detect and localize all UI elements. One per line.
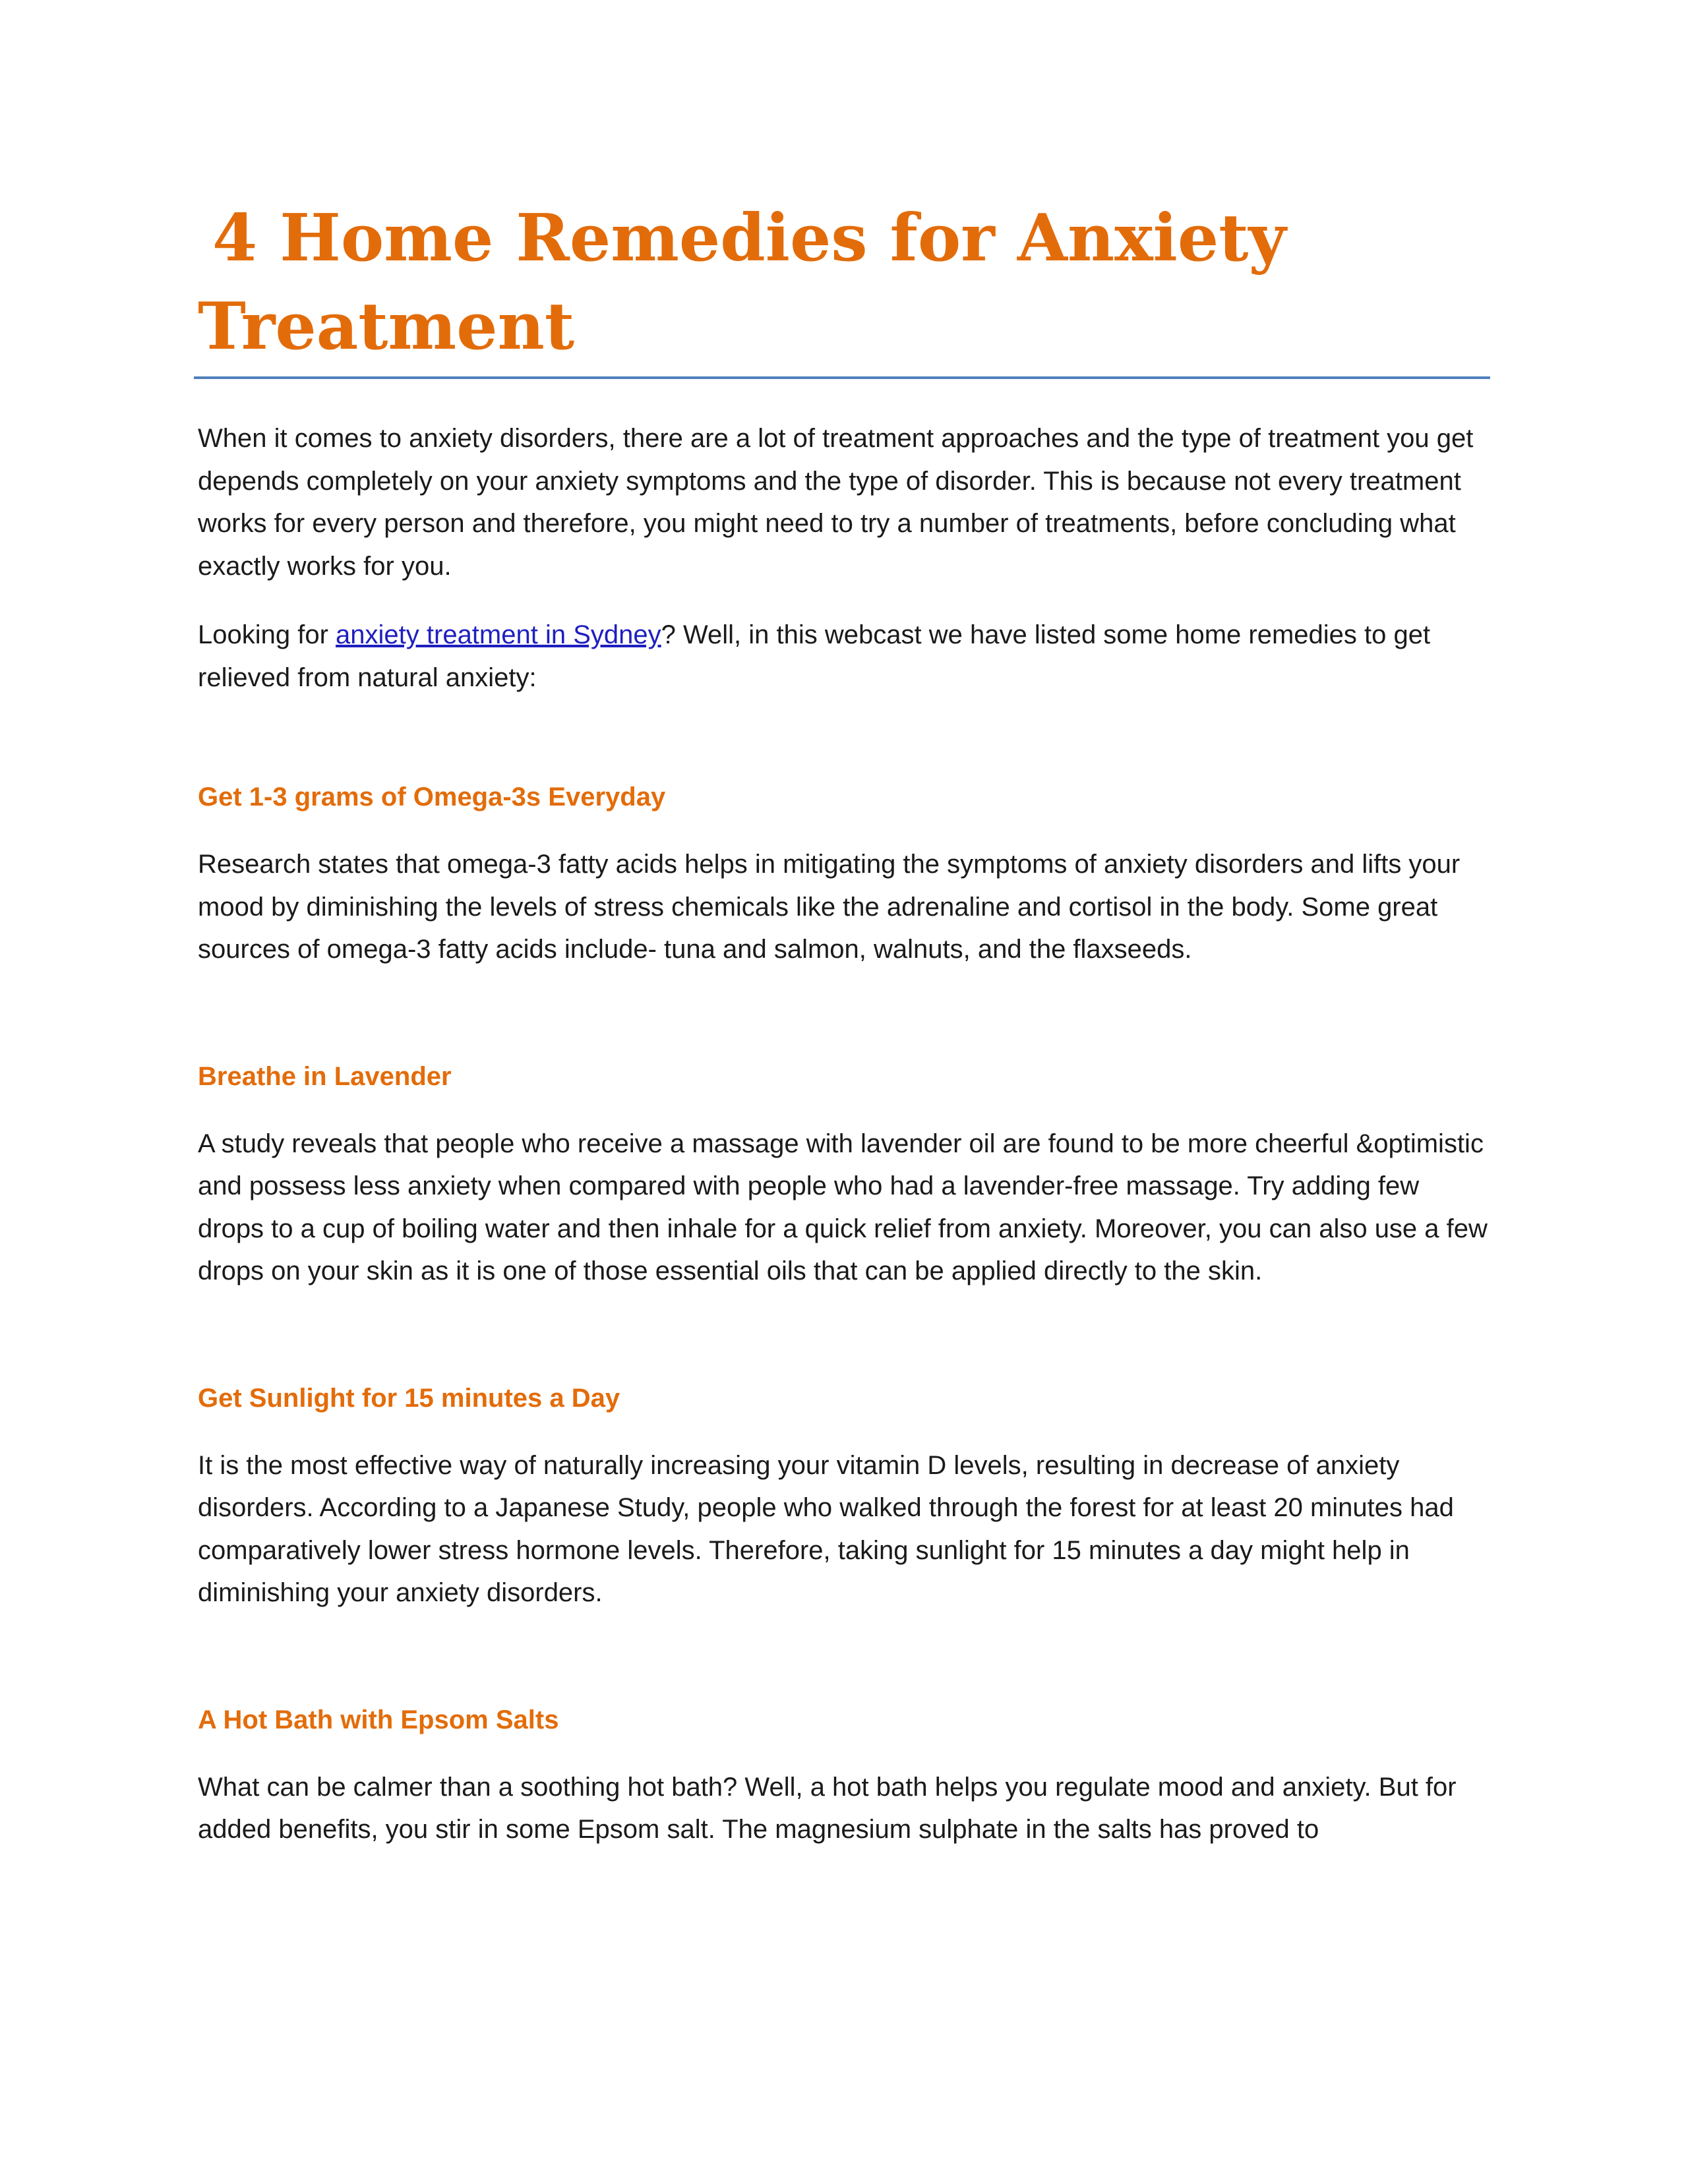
- section-heading: A Hot Bath with Epsom Salts: [198, 1705, 559, 1734]
- title-line-2: Treatment: [198, 289, 575, 365]
- section-sunlight: [198, 1377, 1490, 1614]
- anxiety-treatment-sydney-link[interactable]: anxiety treatment in Sydney: [336, 620, 661, 649]
- intro-paragraph-1: When it comes to anxiety disorders, there are a lot of treatment approaches and the type of treatment you get depends completely on your anxiety symptoms and the type of disorder. This is because not every treatment works for every person and therefore, you might need to try a number of treatments, before concluding what exactly works for you.: [198, 424, 1474, 581]
- section-heading: Breathe in Lavender: [198, 1061, 452, 1091]
- section-heading: Get Sunlight for 15 minutes a Day: [198, 1383, 620, 1413]
- title-line-1: 4 Home Remedies for Anxiety: [212, 200, 1286, 276]
- title-divider: [194, 376, 1490, 379]
- intro-paragraph-2-prefix: Looking for: [198, 620, 336, 649]
- section-hot-bath: [198, 1699, 1490, 1851]
- intro-paragraph-2: [198, 614, 1490, 699]
- section-body: What can be calmer than a soothing hot bath? Well, a hot bath helps you regulate mood and anxiety. But for added benefits, you stir in some Epsom salt. The magnesium sulphate in the salts has proved to: [198, 1772, 1457, 1844]
- section-heading: Get 1-3 grams of Omega-3s Everyday: [198, 782, 666, 812]
- section-omega-3: [198, 776, 1490, 971]
- section-body: It is the most effective way of naturally increasing your vitamin D levels, resulting in decrease of anxiety disorders. According to a Japanese Study, people who walked through the forest for at least 20 minutes had comparatively lower stress hormone levels. Therefore, taking sunlight for 15 minutes a day might help in diminishing your anxiety disorders.: [198, 1450, 1454, 1607]
- document-body: [198, 417, 1490, 1851]
- section-lavender: [198, 1055, 1490, 1293]
- page-title: [198, 194, 1490, 371]
- section-body: A study reveals that people who receive a massage with lavender oil are found to be more cheerful &optimistic and possess less anxiety when compared with people who had a lavender-free massage. Try adding few drops to a cup of boiling water and then inhale for a quick relief from anxiety. Moreover, you can also use a few drops on your skin as it is one of those essential oils that can be applied directly to the skin.: [198, 1129, 1488, 1285]
- intro-paragraph-2-suffix: ? Well, in this webcast we have listed some home remedies to get relieved from natural anxiety:: [198, 620, 1431, 692]
- title-block: [198, 194, 1490, 371]
- section-body: Research states that omega-3 fatty acids helps in mitigating the symptoms of anxiety disorders and lifts your mood by diminishing the levels of stress chemicals like the adrenaline and cortisol in the body. Some great sources of omega-3 fatty acids include- tuna and salmon, walnuts, and the flaxseeds.: [198, 850, 1461, 964]
